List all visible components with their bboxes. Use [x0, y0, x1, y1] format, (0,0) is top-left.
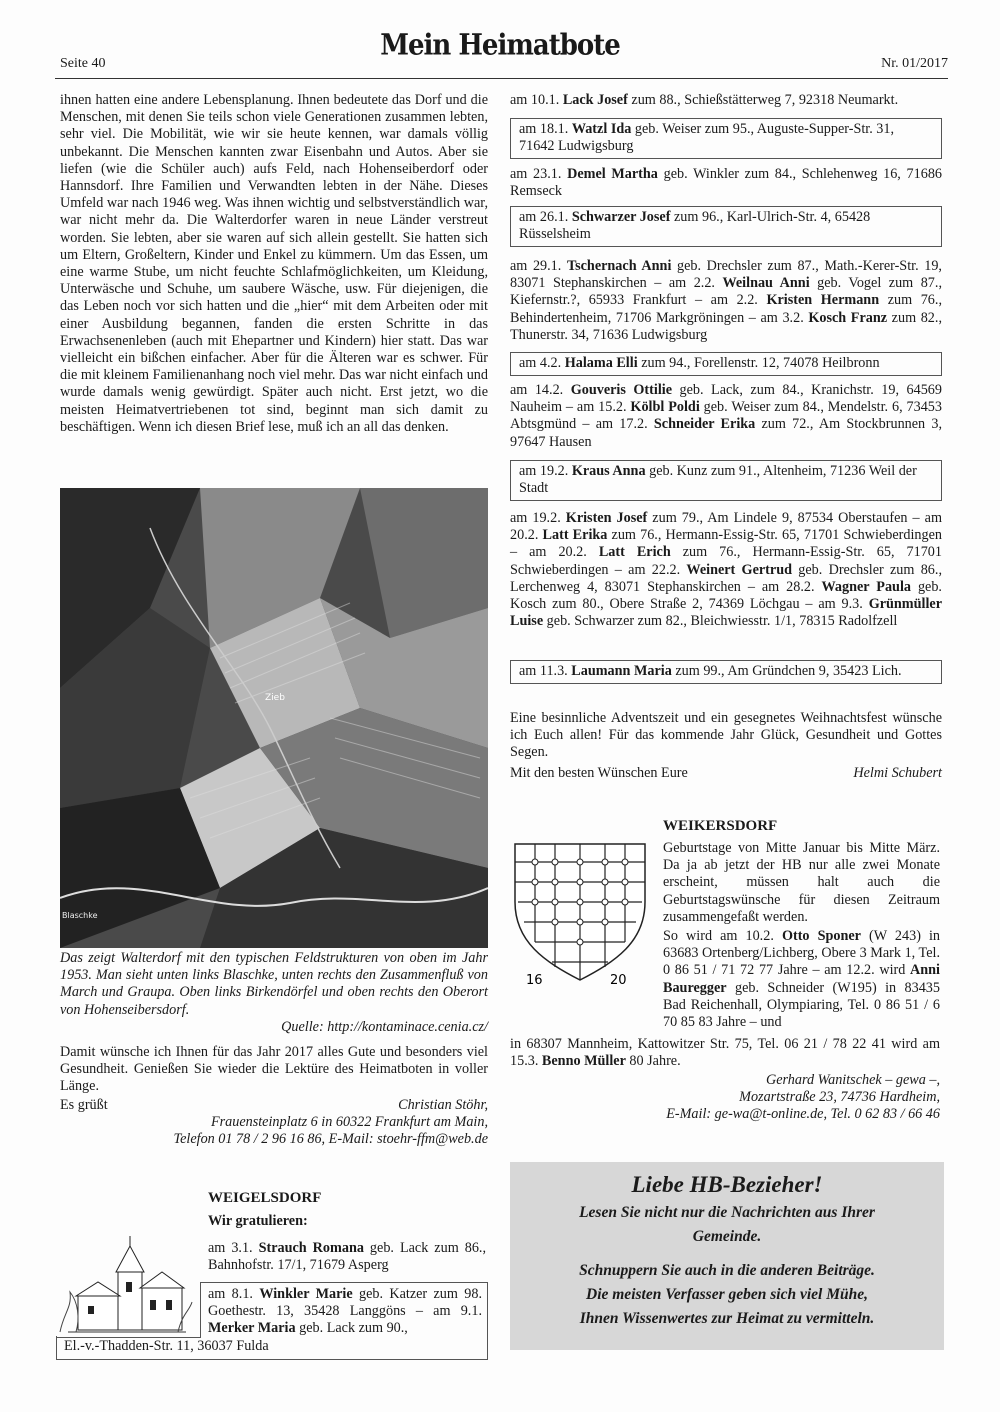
weigelsdorf-entry-2-address: El.-v.-Thadden-Str. 11, 36037 Fulda	[64, 1338, 269, 1354]
notice-line: Schnuppern Sie auch in die anderen Beiträge.	[579, 1262, 875, 1280]
author-address: Frauensteinplatz 6 in 60322 Frankfurt am Main,	[210, 1114, 488, 1130]
map-label-zieb: Zieb	[265, 693, 285, 703]
weikersdorf-sig-name: Gerhard Wanitschek – gewa –,	[765, 1072, 940, 1088]
weikersdorf-intro: Geburtstage von Mitte Januar bis Mitte März. Da ja ab jetzt der HB nur alle zwei Monate erscheint, müssen halt auch die Geburtstagswünsche für diesen Zeitraum zusammengefaßt werden.	[663, 840, 940, 925]
birthday-entry-3: am 23.1. Demel Martha geb. Winkler zum 84., Schlehenweg 16, 71686 Remseck	[510, 166, 943, 200]
wishes-signature: Helmi Schubert	[853, 765, 942, 781]
masthead-logo: Mein Heimatbote	[380, 29, 620, 63]
birthday-entry-8: am 19.2. Kraus Anna geb. Kunz zum 91., Altenheim, 71236 Weil der Stadt	[510, 460, 942, 501]
birthday-entry-6: am 4.2. Halama Elli zum 94., Forellenstr. 12, 74078 Heilbronn	[510, 352, 942, 376]
birthday-entry-5: am 29.1. Tschernach Anni geb. Drechsler zum 87., Math.-Kerer-Str. 19, 83071 Stephanskirchen – am 2.2. Weilnau Anni geb. Vogel zum 87., Kiefernstr.?, 65933 Frankfurt – am 2.2. Kristen Hermann zum 76., Behindertenheim, 71706 Markgröningen – am 3.2. Kosch Franz zum 82., Thunerstr. 34, 71636 Ludwigsburg	[510, 258, 942, 343]
weigelsdorf-title: WEIGELSDORF	[208, 1190, 322, 1206]
birthday-entry-1: am 10.1. Lack Josef zum 88., Schießstätterweg 7, 92318 Neumarkt.	[510, 92, 899, 108]
weikersdorf-entries-cont: in 68307 Mannheim, Kattowitzer Str. 75, Tel. 06 21 / 78 22 41 wird am 15.3. Benno Müller 80 Jahre.	[510, 1036, 940, 1070]
map-label-blaschke: Blaschke	[62, 911, 98, 920]
aerial-photo-image	[60, 488, 488, 948]
crest-year-right: 20	[610, 973, 627, 987]
church-illustration	[58, 1232, 196, 1342]
issue-number: Nr. 01/2017	[881, 56, 948, 71]
advent-greeting: Eine besinnliche Adventszeit und ein gesegnetes Weihnachtsfest wünsche ich Euch allen! Für das kommende Jahr Glück, Gesundheit und Gottes Segen.	[510, 710, 942, 761]
weikersdorf-title: WEIKERSDORF	[663, 818, 778, 834]
weigelsdorf-subtitle: Wir gratulieren:	[208, 1213, 308, 1229]
birthday-entry-2: am 18.1. Watzl Ida geb. Weiser zum 95., Auguste-Supper-Str. 31, 71642 Ludwigsburg	[510, 118, 942, 159]
photo-source: Quelle: http://kontaminace.cenia.cz/	[281, 1019, 488, 1035]
notice-line: Die meisten Verfasser geben sich viel Mühe,	[586, 1286, 868, 1304]
weikersdorf-crest	[510, 842, 650, 987]
birthday-entry-4: am 26.1. Schwarzer Josef zum 96., Karl-Ulrich-Str. 4, 65428 Rüsselsheim	[510, 206, 942, 247]
weigelsdorf-entry-1: am 3.1. Strauch Romana geb. Lack zum 86., Bahnhofstr. 17/1, 71679 Asperg	[208, 1240, 487, 1274]
subscriber-notice	[510, 1162, 944, 1350]
crest-year-left: 16	[526, 973, 543, 987]
notice-line: Gemeinde.	[692, 1228, 762, 1246]
birthday-entry-9: am 19.2. Kristen Josef zum 79., Am Lindele 9, 87534 Oberstaufen – am 20.2. Latt Erika zum 76., Hermann-Essig-Str. 65, 71701 Schwieberdingen – am 20.2. Latt Erich zum 76., Hermann-Essig-Str. 65, 71701 Schwieberdingen – am 22.2. Weinert Gertrud geb. Drechsler zum 86., Lerchenweg 4, 83071 Stephanskirchen – am 28.2. Wagner Paula geb. Kosch zum 80., Obere Straße 2, 74369 Löchgau – am 9.3. Grünmüller Luise geb. Schwarzer zum 82., Bleichwiesstr. 1/1, 78315 Radolfzell	[510, 510, 942, 630]
weikersdorf-sig-address: Mozartstraße 23, 74736 Hardheim,	[739, 1089, 940, 1105]
birthday-entry-7: am 14.2. Gouveris Ottilie geb. Lack, zum 84., Kranichstr. 19, 64569 Nauheim – am 15.2. Kölbl Poldi geb. Weiser zum 84., Mendelstr. 6, 73453 Abtsgmünd – am 17.2. Schneider Erika zum 72., Am Stockbrunnen 3, 97647 Hausen	[510, 382, 943, 450]
notice-line: Ihnen Wissenwertes zur Heimat zu vermitteln.	[579, 1310, 875, 1328]
weikersdorf-sig-contact: E-Mail: ge-wa@t-online.de, Tel. 0 62 83 / 66 46	[666, 1106, 940, 1122]
author-contact: Telefon 01 78 / 2 96 16 86, E-Mail: stoehr-ffm@web.de	[173, 1131, 488, 1147]
birthday-entry-10: am 11.3. Laumann Maria zum 99., Am Gründchen 9, 35423 Lich.	[510, 660, 942, 684]
notice-line: Lesen Sie nicht nur die Nachrichten aus Ihrer	[579, 1204, 875, 1222]
notice-title: Liebe HB-Bezieher!	[631, 1172, 823, 1197]
intro-text: ihnen hatten eine andere Lebensplanung. Ihnen bedeutete das Dorf und die Menschen, mit denen Sie teils schon viele Generationen zusammen lebten, sehr viel. Die Mobilität, wie wir sie heute kennen, war damals völlig unbekannt. Die Menschen kannten zwar Eisenbahn und Autos. Aber sie liefen (wie die Schüler auch) aufs Feld, nach Hohenseiberdorf oder Hannsdorf. Ihre Familien und Verwandten lebten in der Nähe. Dieses Umfeld war nach 1946 weg. Was ihnen wichtig und selbstverständlich war, war nicht mehr da. Die Walterdorfer waren in neue Länder verstreut worden. Sie lebten, aber sie waren auf sich allein gestellt. Sie hatten sich um Eltern, Großeltern, Kinder und Enkel zu kümmern. Um das Essen, um eine warme Stube, um nicht feuchte Schlafmöglichkeiten, um Kleidung, Unterwäsche und Schuhe, um saubere Wäsche, usw. Für diejenigen, die das Leben noch vor sich hatten und die „hier“ mit dem Arbeiten oder mit einer Ausbildung begannen, fanden die ersten Schritte in das Erwachsenenleben (auch mit Ehepartner und Kindern) hier statt. Das war vielleicht ein bißchen einfacher. Aber für die Älteren war es schwer. Für die mit kleinem Familienanhang noch viel mehr. Das war nicht einfach und wurde damals wenig gewürdigt. Später auch nicht. Erst jetzt, wo die meisten Heimatvertriebenen tot sind, beginnt man sich damit zu beschäftigen. Wenn ich diesen Brief lese, muß ich an all das denken.	[60, 92, 488, 435]
wishes-text: Mit den besten Wünschen Eure	[510, 765, 688, 781]
closing-text: Damit wünsche ich Ihnen für das Jahr 2017 alles Gute und besonders viel Gesundheit. Genießen Sie wieder die Lektüre des Heimatboten in voller Länge.	[60, 1044, 488, 1095]
header-rule	[55, 78, 948, 79]
aerial-photo	[60, 488, 488, 948]
author-name: Christian Stöhr,	[398, 1097, 488, 1113]
photo-caption: Das zeigt Walterdorf mit den typischen Feldstrukturen von oben im Jahr 1953. Man sieht unten links Blaschke, unten rechts den Zusammenfluß von March und Graupa. Oben links Birkendörfel und oben rechts den Oberort von Hohenseibersdorf.	[60, 950, 488, 1018]
weigelsdorf-box-left	[200, 1282, 201, 1337]
weigelsdorf-entry-2: am 8.1. Winkler Marie geb. Katzer zum 98. Goethestr. 13, 35428 Langgöns – am 9.1. Merker Maria geb. Lack zum 90.,	[208, 1286, 482, 1337]
weikersdorf-entries: So wird am 10.2. Otto Sponer (W 243) in 63683 Ortenberg/Lichberg, Obere 3 Mark 1, Tel. 0 86 51 / 71 72 77 Jahre – am 12.2. wird Anni Bauregger geb. Schneider (W195) in 83435 Bad Reichenhall, Olympiaring, Tel. 0 86 51 / 6 70 85 83 Jahre – und	[663, 928, 941, 1031]
greeting: Es grüßt	[60, 1097, 108, 1113]
page-number: Seite 40	[60, 56, 106, 71]
